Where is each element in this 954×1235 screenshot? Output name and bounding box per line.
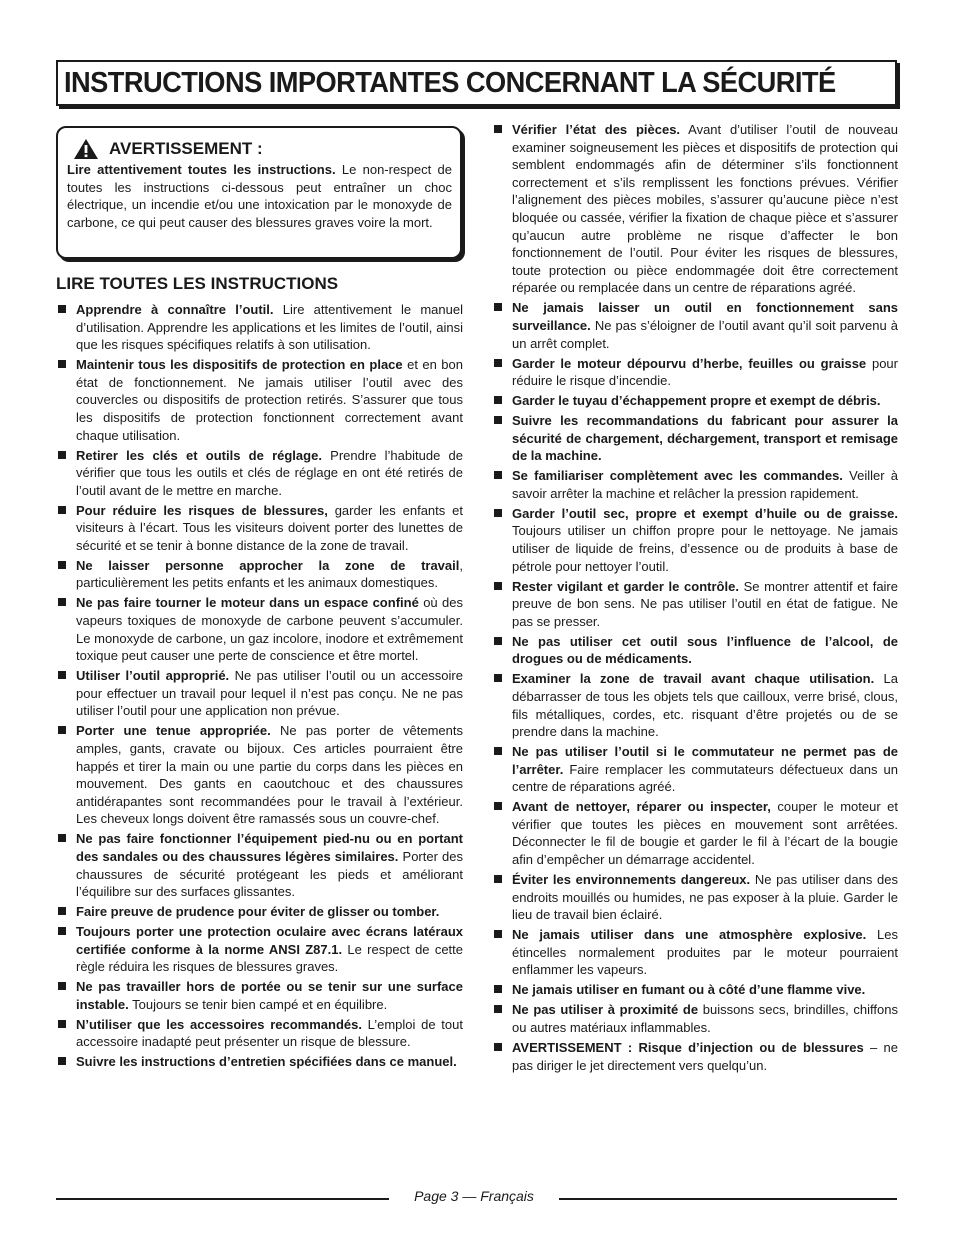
item-lead: Apprendre à connaître l’outil. xyxy=(76,302,274,317)
list-item xyxy=(492,392,898,410)
page-title: INSTRUCTIONS IMPORTANTES CONCERNANT LA SÉCURITÉ xyxy=(64,66,836,99)
list-item xyxy=(56,978,463,1013)
bullet-square-icon xyxy=(58,360,66,368)
list-item xyxy=(492,299,898,352)
bullet-square-icon xyxy=(494,509,502,517)
item-text: buissons secs, brindilles, chiffons ou autres matériaux inflammables. xyxy=(512,1002,898,1035)
item-text: La débarrasser de tous les objets tels que cailloux, verre brisé, clous, fils métalliques, cordes, etc. risquant d’être projetés ou de se prendre dans la machine. xyxy=(512,671,899,740)
item-lead: Ne pas faire fonctionner l’équipement pied-nu ou en portant des sandales ou des chaussures légères similaires. xyxy=(76,831,463,864)
warning-body: Le non-respect de toutes les instructions ci-dessous peut entraîner un choc électrique, un incendie et/ou une intoxication par le monoxyde de carbone, ce qui peut causer des blessures graves voire la mort. xyxy=(67,162,452,230)
list-item xyxy=(56,1053,463,1071)
item-text: Toujours se tenir bien campé et en équilibre. xyxy=(128,996,388,1012)
item-text: Toujours utiliser un chiffon propre pour le nettoyage. Ne jamais utiliser de liquide de freins, d’essence ou de produits à base de pétrole pour nettoyer l’outil. xyxy=(512,523,898,574)
bullet-square-icon xyxy=(494,125,502,133)
item-lead: Retirer les clés et outils de réglage. xyxy=(76,447,322,463)
item-lead: Maintenir tous les dispositifs de protection en place xyxy=(76,357,403,373)
bullet-square-icon xyxy=(58,726,66,734)
item-text: Les étincelles normalement produites par le moteur pourraient enflammer les vapeurs. xyxy=(512,927,898,978)
item-text: où des vapeurs toxiques de monoxyde de carbone peuvent s’accumuler. Le monoxyde de carbone, un gaz incolore, inodore et extrêmement toxique peut causer une perte de conscience et être mortel. xyxy=(76,595,463,664)
bullet-square-icon xyxy=(58,561,66,569)
item-lead: Suivre les recommandations du fabricant pour assurer la sécurité de chargement, déchargement, transport et remisage de la machine. xyxy=(512,413,898,464)
bullet-square-icon xyxy=(58,598,66,606)
item-lead: N’utiliser que les accessoires recommandés. xyxy=(76,1016,362,1032)
list-item xyxy=(492,1001,898,1036)
item-lead: Ne jamais utiliser dans une atmosphère explosive. xyxy=(512,927,867,943)
item-lead: AVERTISSEMENT : Risque d’injection ou de blessures xyxy=(512,1039,864,1055)
bullet-square-icon xyxy=(494,637,502,645)
list-item xyxy=(56,447,463,500)
bullet-square-icon xyxy=(494,802,502,810)
bullet-square-icon xyxy=(494,582,502,590)
bullet-square-icon xyxy=(494,674,502,682)
list-item xyxy=(56,667,463,720)
list-item xyxy=(492,1039,898,1074)
list-item xyxy=(492,981,898,999)
item-text: Veiller à savoir arrêter la machine et relâcher la pression rapidement. xyxy=(512,468,898,501)
bullet-square-icon xyxy=(494,930,502,938)
item-text: , particulièrement les petits enfants et les animaux domestiques. xyxy=(76,557,463,591)
bullet-square-icon xyxy=(58,1057,66,1065)
bullet-square-icon xyxy=(494,416,502,424)
item-lead: Garder le moteur dépourvu d’herbe, feuilles ou graisse xyxy=(512,355,867,371)
left-safety-list xyxy=(56,301,463,1071)
bullet-square-icon xyxy=(494,875,502,883)
list-item xyxy=(56,923,463,976)
item-lead: Ne pas travailler hors de portée ou se tenir sur une surface instable. xyxy=(76,979,463,1012)
bullet-square-icon xyxy=(494,303,502,311)
item-lead: Garder le tuyau d’échappement propre et exempt de débris. xyxy=(512,393,881,409)
item-lead: Suivre les instructions d’entretien spécifiées dans ce manuel. xyxy=(76,1054,457,1070)
right-column xyxy=(492,121,898,1077)
list-item xyxy=(492,412,898,465)
list-item xyxy=(56,301,463,354)
item-lead: Ne pas utiliser cet outil sous l’influence de l’alcool, de drogues ou de médicaments. xyxy=(512,633,898,667)
item-text: et en bon état de fonctionnement. Ne jamais utiliser l’outil avec des couvercles ou dispositifs de protection retirés. S’assurer que tous les dispositifs de protection fonctionnent correctement avant chaque utilisation. xyxy=(76,357,463,443)
item-lead: Porter une tenue appropriée. xyxy=(76,723,271,739)
bullet-square-icon xyxy=(58,305,66,313)
bullet-square-icon xyxy=(58,834,66,842)
warning-content xyxy=(56,126,462,259)
warning-lead: Lire attentivement toutes les instructions. xyxy=(67,162,336,177)
list-item xyxy=(492,798,898,868)
list-item xyxy=(492,121,898,297)
item-lead: Toujours porter une protection oculaire avec écrans latéraux certifiée conforme à la norme ANSI Z87.1. xyxy=(76,924,463,957)
item-lead: Utiliser l’outil approprié. xyxy=(76,668,230,684)
bullet-square-icon xyxy=(58,506,66,514)
bullet-square-icon xyxy=(494,471,502,479)
item-text: – ne pas diriger le jet directement vers quelqu’un. xyxy=(512,1039,898,1073)
bullet-square-icon xyxy=(494,1005,502,1013)
footer-rule-left xyxy=(56,1198,389,1200)
right-safety-list xyxy=(492,121,898,1074)
list-item xyxy=(56,557,463,592)
list-item xyxy=(56,502,463,555)
item-text: Ne pas utiliser l’outil ou un accessoire pour effectuer un travail pour lequel il n’est pas conçu. Ne ne pas utiliser l’outil pour une application non prévue. xyxy=(76,668,463,719)
item-text: Prendre l’habitude de vérifier que tous les outils et clés de réglage en ont été retirés de l’outil avant de le mettre en marche. xyxy=(76,447,464,498)
bullet-square-icon xyxy=(58,1020,66,1028)
item-lead: Ne jamais laisser un outil en fonctionnement sans surveillance. xyxy=(512,300,898,333)
list-item xyxy=(492,743,898,796)
list-item xyxy=(56,1016,463,1051)
item-text: L’emploi de tout accessoire inadapté peut présenter un risque de blessure. xyxy=(76,1016,463,1050)
item-lead: Faire preuve de prudence pour éviter de glisser ou tomber. xyxy=(76,904,440,920)
item-text: Faire remplacer les commutateurs défectueux dans un centre de réparations agréé. xyxy=(512,761,898,795)
item-lead: Ne laisser personne approcher la zone de travail xyxy=(76,557,460,573)
list-item xyxy=(56,594,463,664)
item-lead: Ne pas utiliser l’outil si le commutateur ne permet pas de l’arrêter. xyxy=(512,744,898,777)
item-text: Lire attentivement le manuel d’utilisation. Apprendre les applications et les limites de l’outil, ainsi que les risques spécifiques relatifs à son utilisation. xyxy=(76,302,463,353)
item-text: Avant d’utiliser l’outil de nouveau examiner soigneusement les pièces et dispositifs de protection qui semblent endommagés afin de déterminer s’ils fonctionnent correctement et s’ils remplissent les fonctions prévues. Vérifier l’alignement des pièces mobiles, s’assurer qu’aucune pièce n’est bloquée ou cassée, vérifier la fixation de chaque pièce et s’assurer qu’aucun autre problème ne risque d’affecter le bon fonctionnement de l’outil. Pour éviter les risques de blessures, toute protection ou pièce endommagée doit être correctement réparée ou remplacée dans un centre de réparations agréé. xyxy=(512,122,899,296)
bullet-square-icon xyxy=(58,982,66,990)
item-text: couper le moteur et vérifier que toutes les pièces en mouvement sont arrêtées. Déconnecter le fil de bougie et garder le fil à l’écart de la bougie afin d’empêcher un démarrage accidentel. xyxy=(512,799,899,868)
item-lead: Ne pas faire tourner le moteur dans un espace confiné xyxy=(76,595,419,611)
warning-triangle-icon xyxy=(73,138,99,160)
bullet-square-icon xyxy=(494,359,502,367)
bullet-square-icon xyxy=(58,671,66,679)
title-box xyxy=(56,60,897,106)
item-lead: Éviter les environnements dangereux. xyxy=(512,872,751,888)
list-item xyxy=(492,670,898,740)
page-footer: Page 3 — Français xyxy=(414,1188,534,1204)
list-item xyxy=(56,903,463,921)
bullet-square-icon xyxy=(494,985,502,993)
item-text: Ne pas utiliser dans des endroits mouillés ou humides, ne pas exposer à la pluie. Garder le lieu de travail bien éclairé. xyxy=(512,872,898,923)
item-text: Le respect de cette règle réduira les risques de blessures graves. xyxy=(76,941,464,975)
item-lead: Examiner la zone de travail avant chaque utilisation. xyxy=(512,671,875,687)
item-text: Ne pas porter de vêtements amples, gants, cravate ou bijoux. Ces articles pourraient être happés et tirer la main ou une partie du corps dans les pièces en mouvement. Des gants en caoutchouc et des chaussures antidérapantes sont recommandées pour le travail à l’extérieur. Les cheveux longs doivent être ramassés sous un couvre-chef. xyxy=(76,723,464,827)
item-lead: Ne jamais utiliser en fumant ou à côté d’une flamme vive. xyxy=(512,982,866,998)
item-lead: Pour réduire les risques de blessures, xyxy=(76,502,328,518)
item-lead: Vérifier l’état des pièces. xyxy=(512,122,681,137)
bullet-square-icon xyxy=(494,396,502,404)
footer-rule-right xyxy=(559,1198,897,1200)
list-item xyxy=(492,505,898,575)
item-lead: Garder l’outil sec, propre et exempt d’huile ou de graisse. xyxy=(512,505,898,521)
item-text: Ne pas s’éloigner de l’outil avant qu’il soit parvenu à un arrêt complet. xyxy=(512,317,898,351)
item-text: Porter des chaussures de sécurité protégeant les pieds et améliorant l’équilibre sur des surfaces glissantes. xyxy=(76,848,463,900)
list-item xyxy=(492,633,898,668)
warning-title: AVERTISSEMENT : xyxy=(109,139,263,159)
list-item xyxy=(56,830,463,900)
item-lead: Se familiariser complètement avec les commandes. xyxy=(512,468,843,484)
bullet-square-icon xyxy=(58,907,66,915)
item-text: Se montrer attentif et faire preuve de bon sens. Ne pas utiliser l’outil en état de fatigue. Ne pas se presser. xyxy=(512,578,898,629)
section-heading: LIRE TOUTES LES INSTRUCTIONS xyxy=(56,274,339,293)
left-column xyxy=(56,272,463,1073)
warning-header xyxy=(67,138,452,160)
bullet-square-icon xyxy=(494,1043,502,1051)
list-item xyxy=(492,355,898,390)
item-lead: Ne pas utiliser à proximité de xyxy=(512,1002,699,1018)
bullet-square-icon xyxy=(494,747,502,755)
item-text: pour réduire le risque d’incendie. xyxy=(512,355,898,389)
item-lead: Rester vigilant et garder le contrôle. xyxy=(512,578,739,594)
list-item xyxy=(492,467,898,502)
item-lead: Avant de nettoyer, réparer ou inspecter, xyxy=(512,799,771,815)
list-item xyxy=(56,356,463,444)
list-item xyxy=(492,578,898,631)
bullet-square-icon xyxy=(58,451,66,459)
list-item xyxy=(492,871,898,924)
item-text: garder les enfants et visiteurs à l’écart. Tous les visiteurs doivent porter des lunettes de sécurité et se tenir à bonne distance de la zone de travail. xyxy=(76,502,463,553)
bullet-square-icon xyxy=(58,927,66,935)
list-item xyxy=(492,926,898,979)
page-title-banner xyxy=(56,60,897,106)
list-item xyxy=(56,722,463,828)
warning-text xyxy=(67,161,452,231)
warning-box xyxy=(56,126,462,259)
